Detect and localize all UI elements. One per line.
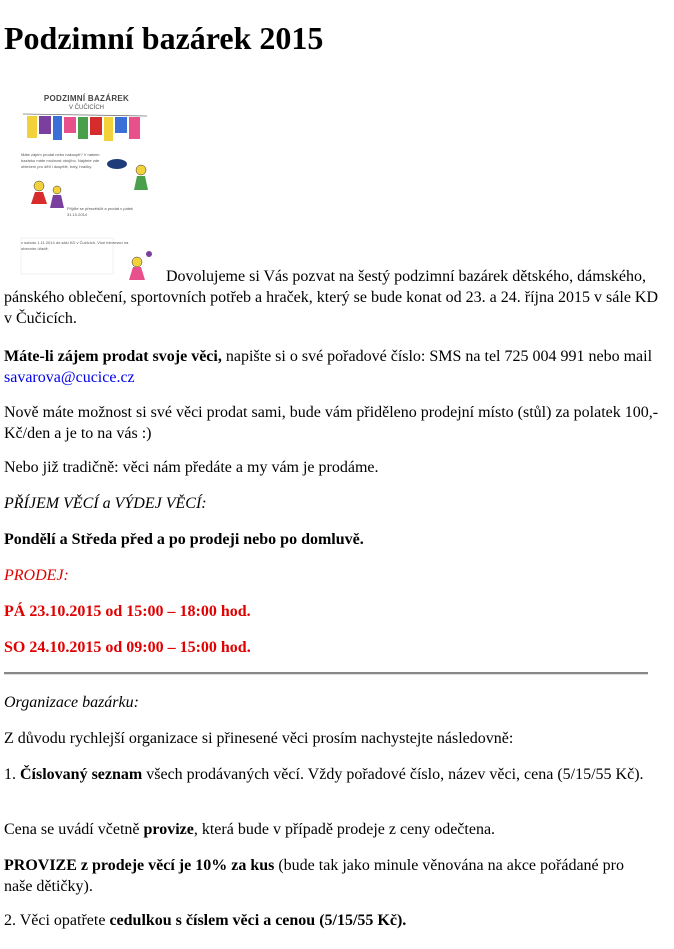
new-option-paragraph: Nově máte možnost si své věci prodat sami, bude vám přiděleno prodejní místo (stůl) za polatek 100,- Kč/den a je to na vás :): [4, 404, 659, 442]
poster-title: PODZIMNÍ BAZÁREK: [43, 94, 130, 103]
sale-friday: [4, 601, 668, 622]
intro-section: [4, 86, 668, 329]
bazaar-poster-image: [17, 86, 154, 282]
sale-saturday: [4, 637, 668, 658]
org-heading: [4, 692, 668, 713]
sale-heading: [4, 565, 668, 586]
intake-days-text: Pondělí a Středa před a po prodeji nebo po domluvě.: [4, 531, 364, 548]
poster-text-1: Máte zájem prodat nebo nakoupit? V našem bazárku máte možnost obojího. Najdete zde oblečení pro děti i dospělé, boty, hračky.: [21, 152, 100, 169]
email-link[interactable]: savarova@cucice.cz: [4, 369, 135, 386]
sale-friday-text: PÁ 23.10.2015 od 15:00 – 18:00 hod.: [4, 603, 251, 620]
intake-heading: [4, 493, 668, 514]
poster-text-2: Přijďte se přesvědčit a prodat v pátek 31.10.2014: [67, 206, 134, 217]
item-2-paragraph: [4, 910, 668, 931]
sell-interest-bold: Máte-li zájem prodat svoje věci,: [4, 348, 222, 365]
item-1-text: všech prodávaných věcí. Vždy pořadové číslo, název věci, cena (5/15/55 Kč).: [142, 766, 644, 783]
item-1-paragraph: [4, 764, 654, 785]
org-intro: Z důvodu rychlejší organizace si přinesené věci prosím nachystejte následovně:: [4, 730, 514, 747]
org-heading-text: Organizace bazárku:: [4, 694, 139, 711]
poster-illustration: [17, 86, 154, 282]
sell-interest-text: napište si o své pořadové číslo: SMS na tel 725 004 991 nebo mail: [221, 348, 653, 365]
section-divider: [4, 672, 648, 675]
item-1-bold: Číslovaný seznam: [20, 766, 143, 783]
intake-days: [4, 529, 668, 550]
sale-heading-text: PRODEJ:: [4, 567, 69, 584]
commission-bold: PROVIZE z prodeje věcí je 10% za kus: [4, 857, 275, 874]
commission-paragraph: [4, 855, 654, 897]
item-2-bold: cedulkou s číslem věci a cenou (5/15/55 Kč).: [109, 912, 407, 929]
poster-subtitle: V ČUČICÍCH: [68, 105, 104, 111]
price-note-text-2: , která bude v případě prodeje z ceny odečtena.: [193, 821, 496, 838]
price-note-bold: provize: [143, 821, 194, 838]
sale-saturday-text: SO 24.10.2015 od 09:00 – 15:00 hod.: [4, 639, 251, 656]
intro-text: Dovolujeme si Vás pozvat na šestý podzimní bazárek dětského, dámského, pánského oblečení, sportovních potřeb a hraček, který se bude konat od 23. a 24. října 2015 v sále KD v Čučicích.: [4, 268, 659, 327]
page-title: Podzimní bazárek 2015: [4, 20, 324, 56]
traditional-paragraph: Nebo již tradičně: věci nám předáte a my vám je prodáme.: [4, 459, 379, 476]
intake-heading-text: PŘÍJEM VĚCÍ a VÝDEJ VĚCÍ:: [4, 495, 207, 512]
price-note-paragraph: [4, 819, 668, 840]
poster-text-3: v sobotu 1.11.2014 do sálu KD v Čučicích. Více informací na obecním úřadě.: [21, 240, 129, 251]
item-1-prefix: 1.: [4, 766, 20, 783]
sell-interest-paragraph: [4, 346, 668, 388]
price-note-text: Cena se uvádí včetně: [4, 821, 144, 838]
item-2-prefix: 2. Věci opatřete: [4, 912, 110, 929]
commission-text: (bude tak jako minule věnována na akce pořádané pro naše dětičky).: [4, 857, 624, 895]
